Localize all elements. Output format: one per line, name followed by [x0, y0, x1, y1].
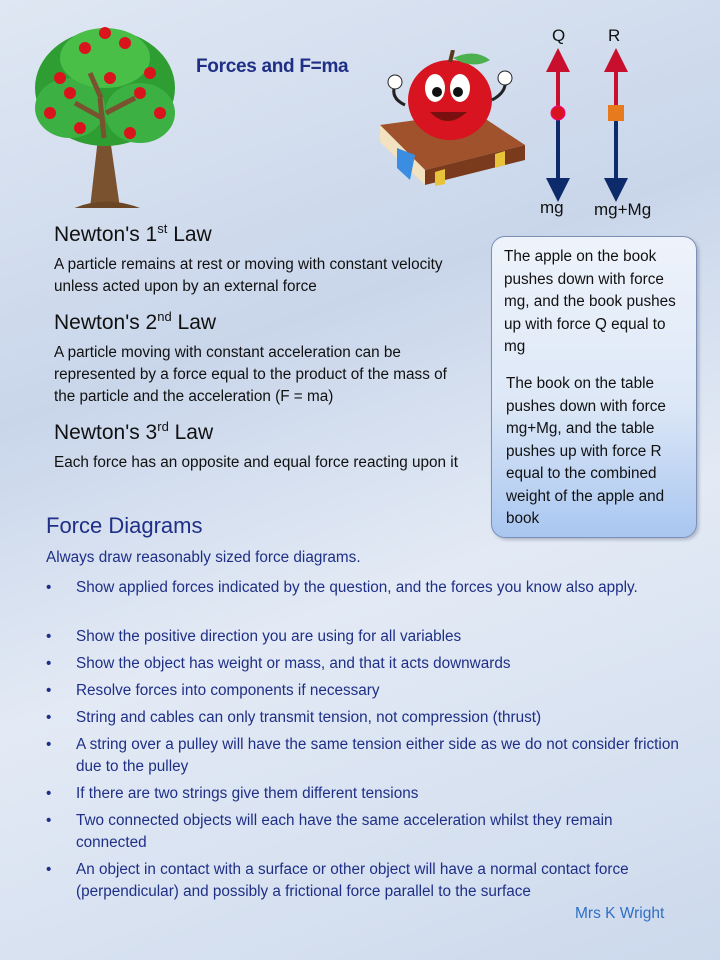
- law-3-text: Each force has an opposite and equal force reacting upon it: [54, 454, 458, 471]
- law-1-text: A particle remains at rest or moving with constant velocity unless acted upon by an external force: [54, 256, 443, 295]
- law-2-text: A particle moving with constant acceleration can be represented by a force equal to the product of the mass of the particle and the acceleration (F = ma): [54, 344, 447, 405]
- callout-apple-text: The apple on the book pushes down with force mg, and the book pushes up with force Q equal to mg: [504, 248, 676, 355]
- law-3-heading: Newton's 3rd Law: [54, 419, 214, 444]
- force-diagrams-heading: Force Diagrams: [46, 513, 203, 538]
- book-point-mass: [608, 105, 624, 121]
- law-2-heading: Newton's 2nd Law: [54, 309, 217, 334]
- label-mg: mg: [540, 198, 564, 217]
- label-q: Q: [552, 26, 566, 45]
- apple-on-book-icon: [375, 50, 525, 190]
- label-mg-plus-mg: mg+Mg: [594, 200, 652, 219]
- law-1-heading: Newton's 1st Law: [54, 221, 212, 246]
- force-arrows-diagram: [540, 20, 670, 220]
- page-title: Forces and F=ma: [196, 56, 349, 77]
- author-signature: Mrs K Wright: [575, 905, 665, 922]
- callout-book-text: The book on the table pushes down with force mg+Mg, and the table pushes up with force R equal to the combined weight of the apple and book: [506, 375, 666, 527]
- apple-tree-icon: [30, 18, 180, 208]
- label-r: R: [608, 26, 621, 45]
- apple-point-mass: [551, 106, 565, 120]
- force-diagrams-intro: Always draw reasonably sized force diagrams.: [46, 549, 361, 566]
- explanation-callout: [491, 236, 697, 538]
